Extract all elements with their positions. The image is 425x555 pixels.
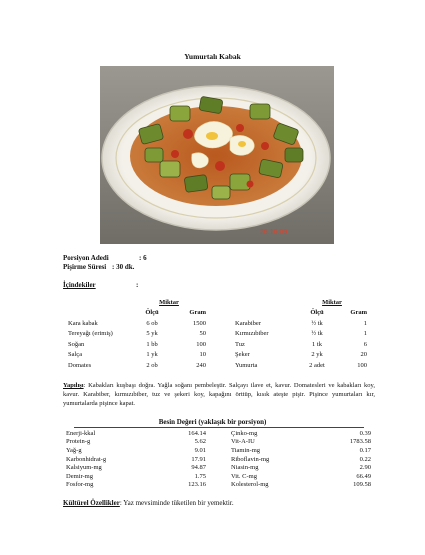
ingredients-right [235,297,367,371]
table-row: Yumurta 2 adet 100 [235,361,367,369]
preparation-text: : Kabakları kuşbaşı doğra. Yağla soğanı pembeleştir. Salçayı ilave et, kavur. Domatesleri ve kabakları koy, kavur. Karabiber, kırmızıbiber, tuz ve şekeri koy, kapağını örttüp, kısık ateşte pişir. Pişince yumurtaları kır, yumurtalarda pişince kapat. [63,382,375,407]
amount-group-header: Miktar [322,298,342,306]
ingredients-right-table [235,297,367,371]
table-row: Çinko-mg 0.39 [231,429,371,437]
cook-time-value: : 30 dk. [112,263,135,271]
unit-header: Ölçü [145,309,159,317]
table-row: Vit. C-mg 66.49 [231,472,371,480]
ingredients-heading: İçindekiler [63,281,96,289]
table-row: Vit-A-IU 1783.58 [231,438,371,446]
table-row: Kalsiyum-mg 94.87 [66,464,206,472]
portion-value: : 6 [139,254,147,262]
table-row: Riboflavin-mg 0.22 [231,455,371,463]
table-row: Soğan 1 bb 100 [68,340,206,348]
culture-line [63,499,234,507]
recipe-title: Yumurtalı Kabak [184,52,241,61]
table-row: Fosfor-mg 123.16 [66,481,206,489]
ingredients-left-table [68,297,206,371]
table-row: Tuz 1 tk 6 [235,340,367,348]
table-row: Karbonhidrat-g 17.91 [66,455,206,463]
table-row: Demir-mg 1.75 [66,472,206,480]
table-row: Protein-g 5.62 [66,438,206,446]
table-row: Niasin-mg 2.90 [231,464,371,472]
nutrition-left-table [66,429,206,489]
nutrition-title: Besin Değeri (yaklaşık bir porsiyon) [158,418,267,426]
nutrition-divider [74,427,364,428]
culture-label: Kültürel Özellikler [63,499,120,507]
amount-group-header: Miktar [159,298,179,306]
food-photo-illustration [100,66,334,244]
table-row: Şeker 2 yk 20 [235,351,367,359]
gram-header: Gram [350,309,367,317]
table-row: Kara kabak 6 ob 1500 [68,319,206,327]
photo-date-stamp: 26.10.09 [260,229,288,236]
table-row: Enerji-kkal 164.14 [66,429,206,437]
table-row: Tiamin-mg 0.17 [231,446,371,454]
food-photo [100,66,334,244]
culture-text: : Yaz mevsiminde tüketilen bir yemektir. [119,499,234,507]
preparation-paragraph [63,381,375,408]
ingredients-left [68,297,206,371]
unit-header: Ölçü [310,309,324,317]
cook-time-label: Pişirme Süresi [63,263,107,271]
portion-label: Porsiyon Adedi [63,254,109,262]
table-row: Kırmızıbiber ½ tk 1 [235,330,367,338]
gram-header: Gram [189,309,206,317]
table-row: Domates 2 ob 240 [68,361,206,369]
table-row: Kolesterol-mg 109.58 [231,481,371,489]
ingredients-colon: : [136,281,139,289]
table-row: Karabiber ½ tk 1 [235,319,367,327]
table-row: Salça 1 yk 10 [68,351,206,359]
preparation-label: Yapılışı [63,382,84,389]
table-row: Yağ-g 9.01 [66,446,206,454]
nutrition-right-table [231,429,371,489]
table-row: Tereyağı (erimiş) 5 yk 50 [68,330,206,338]
